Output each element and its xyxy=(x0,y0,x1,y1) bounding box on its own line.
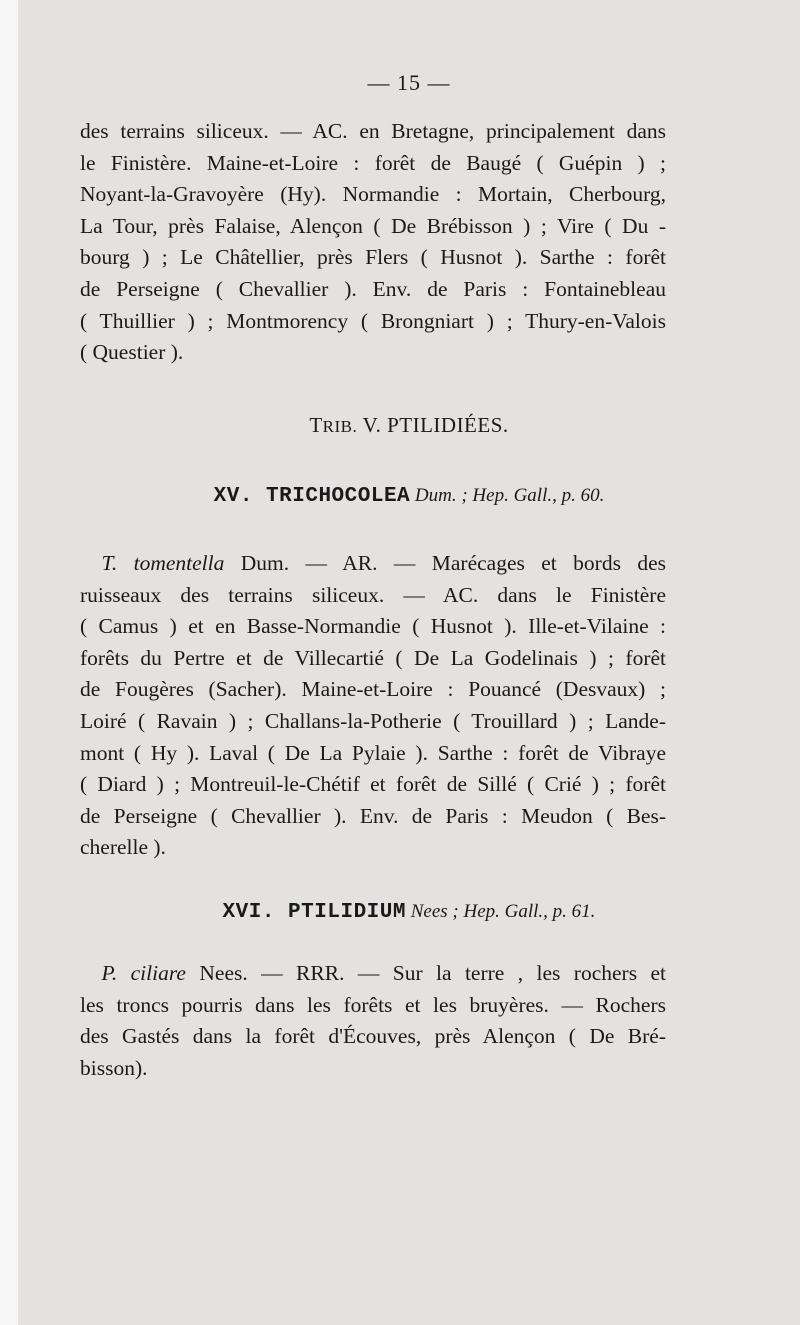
genus-reference: Nees ; Hep. Gall., p. 61. xyxy=(405,901,596,922)
text-line: forêts du Pertre et de Villecartié ( De La Godelinais ) ; forêt xyxy=(80,645,666,670)
genus-heading-trichocolea xyxy=(18,482,800,508)
species-entry-ciliare xyxy=(80,958,666,1084)
text-line: de Perseigne ( Chevallier ). Env. de Paris : Fontainebleau xyxy=(80,276,666,301)
text-line: des Gastés dans la forêt d'Écouves, près Alençon ( De Bré- xyxy=(80,1024,666,1049)
text-line: ( Camus ) et en Basse-Normandie ( Husnot ). Ille-et-Vilaine : xyxy=(80,614,666,639)
book-page xyxy=(18,0,800,1325)
genus-name: XVI. PTILIDIUM xyxy=(222,901,406,924)
text-line: bisson). xyxy=(80,1055,148,1080)
text-line: Loiré ( Ravain ) ; Challans-la-Potherie ( Trouillard ) ; Lande- xyxy=(80,708,666,733)
text-line: de Perseigne ( Chevallier ). Env. de Paris : Meudon ( Bes- xyxy=(80,803,666,828)
text-line: bourg ) ; Le Châtellier, près Flers ( Husnot ). Sarthe : forêt xyxy=(80,245,666,270)
text-line: Noyant-la-Gravoyère (Hy). Normandie : Mortain, Cherbourg, xyxy=(80,182,666,207)
tribe-title: V. PTILIDIÉES. xyxy=(357,413,509,437)
text-line xyxy=(80,548,666,580)
tribe-prefix-rest: RIB. xyxy=(322,417,358,436)
text-line: des terrains siliceux. — AC. en Bretagne, principalement dans xyxy=(80,119,666,143)
text-line: ( Diard ) ; Montreuil-le-Chétif et forêt de Sillé ( Crié ) ; forêt xyxy=(80,772,666,797)
text-line: La Tour, près Falaise, Alençon ( De Brébisson ) ; Vire ( Du - xyxy=(80,213,666,238)
text-line: cherelle ). xyxy=(80,835,166,860)
text-line: ( Questier ). xyxy=(80,340,184,365)
text-line: de Fougères (Sacher). Maine-et-Loire : Pouancé (Desvaux) ; xyxy=(80,677,666,702)
text-line: les troncs pourris dans les forêts et les bruyères. — Rochers xyxy=(80,992,666,1017)
text-line xyxy=(80,958,666,990)
genus-heading-ptilidium xyxy=(18,898,800,924)
paragraph-continued xyxy=(80,116,666,369)
species-name: T. tomentella xyxy=(101,551,225,575)
text-line: ruisseaux des terrains siliceux. — AC. dans le Finistère xyxy=(80,582,666,607)
text-line: mont ( Hy ). Laval ( De La Pylaie ). Sarthe : forêt de Vibraye xyxy=(80,740,666,765)
text-line: le Finistère. Maine-et-Loire : forêt de Baugé ( Guépin ) ; xyxy=(80,150,666,175)
text-line: ( Thuillier ) ; Montmorency ( Brongniart ) ; Thury-en-Valois xyxy=(80,308,666,333)
page-number: — 15 — xyxy=(367,70,451,95)
genus-name: XV. TRICHOCOLEA xyxy=(213,485,411,508)
species-entry-tomentella xyxy=(80,548,666,864)
tribe-prefix-initial: T xyxy=(309,413,323,437)
species-name: P. ciliare xyxy=(101,961,186,985)
page-left-margin xyxy=(0,0,18,1325)
tribe-heading xyxy=(18,413,800,438)
species-first-line: Nees. — RRR. — Sur la terre , les rochers et xyxy=(185,961,666,985)
species-first-line: Dum. — AR. — Marécages et bords des xyxy=(224,551,666,575)
genus-reference: Dum. ; Hep. Gall., p. 60. xyxy=(410,485,605,506)
